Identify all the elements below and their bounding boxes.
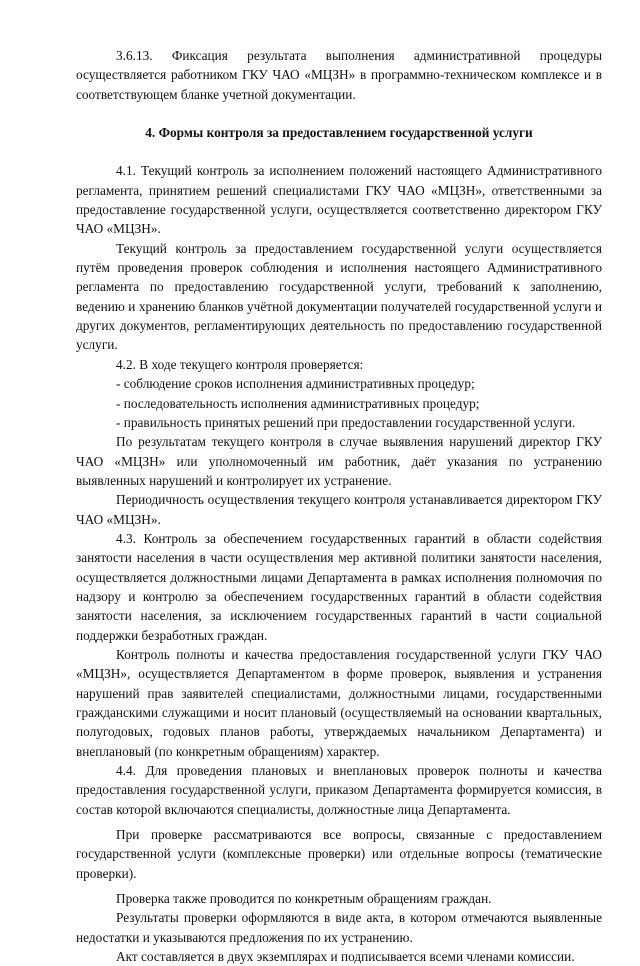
paragraph-current-control: Текущий контроль за предоставлением государственной услуги осуществляется путём проведения проверок соблюдения и исполнения настоящего Административного регламента по предоставлению государственной услуги, требований к заполнению, ведению и хранению бланков учётной документации получателей государственной услуги и других документов, регламентирующих деятельность по предоставлению государственной услуги. <box>76 240 602 353</box>
paragraph-4-2: 4.2. В ходе текущего контроля проверяется: <box>116 356 364 372</box>
paragraph-results: По результатам текущего контроля в случае выявления нарушений директор ГКУ ЧАО «МЦЗН» или уполномоченный им работник, даёт указания по устранению выявленных нарушений и контролирует их устранение. <box>76 434 602 488</box>
list-item: - последовательность исполнения административных процедур; <box>116 395 480 411</box>
section-4-title: 4. Формы контроля за предоставлением государственной услуги <box>145 125 533 141</box>
paragraph-periodicity: Периодичность осуществления текущего контроля устанавливается директором ГКУ ЧАО «МЦЗН». <box>76 492 602 527</box>
paragraph-3-6-13: 3.6.13. Фиксация результата выполнения административной процедуры осуществляется работником ГКУ ЧАО «МЦЗН» в программно-техническом комплексе и в соответствующем бланке учетной документации. <box>76 48 602 102</box>
paragraph-4-3: 4.3. Контроль за обеспечением государственных гарантий в области содействия занятости населения в части осуществления мер активной политики занятости населения, осуществляется должностными лицами Департамента в рамках исполнения полномочия по надзору и контролю за обеспечением государственных гарантий в области содействия занятости населения, за исключением государственных гарантий в части социальной поддержки безработных граждан. <box>76 530 602 643</box>
paragraph-4-4: 4.4. Для проведения плановых и внеплановых проверок полноты и качества предоставления государственной услуги, приказом Департамента формируется комиссия, в состав которой включаются специалисты, должностные лица Департамента. <box>76 763 602 817</box>
paragraph-inspection-scope: При проверке рассматриваются все вопросы, связанные с предоставлением государственной услуги (комплексные проверки) или отдельные вопросы (тематические проверки). <box>76 827 602 881</box>
paragraph-inspection-requests: Проверка также проводится по конкретным обращениям граждан. <box>116 891 492 907</box>
list-item: - соблюдение сроков исполнения административных процедур; <box>116 376 475 392</box>
paragraph-4-1: 4.1. Текущий контроль за исполнением положений настоящего Административного регламента, принятием решений специалистами ГКУ ЧАО «МЦЗН», ответственными за предоставление государственной услуги, осуществляется соответственно директором ГКУ ЧАО «МЦЗН». <box>76 163 602 237</box>
list-item: - правильность принятых решений при предоставлении государственной услуги. <box>116 414 576 430</box>
paragraph-quality-control: Контроль полноты и качества предоставления государственной услуги ГКУ ЧАО «МЦЗН», осуществляется Департаментом в форме проверок, выявления и устранения нарушений прав заявителей специалистами, должностными лицами, государственными гражданскими служащими и носит плановый (осуществляемый на основании квартальных, полугодовых, годовых планов работы, утверждаемых начальником Департамента) и внеплановый (по конкретным обращениям) характер. <box>76 646 602 759</box>
paragraph-inspection-results: Результаты проверки оформляются в виде акта, в котором отмечаются выявленные недостатки и указываются предложения по их устранению. <box>76 910 602 945</box>
document-body <box>76 46 602 966</box>
paragraph-act: Акт составляется в двух экземплярах и подписывается всеми членами комиссии. <box>116 949 575 965</box>
